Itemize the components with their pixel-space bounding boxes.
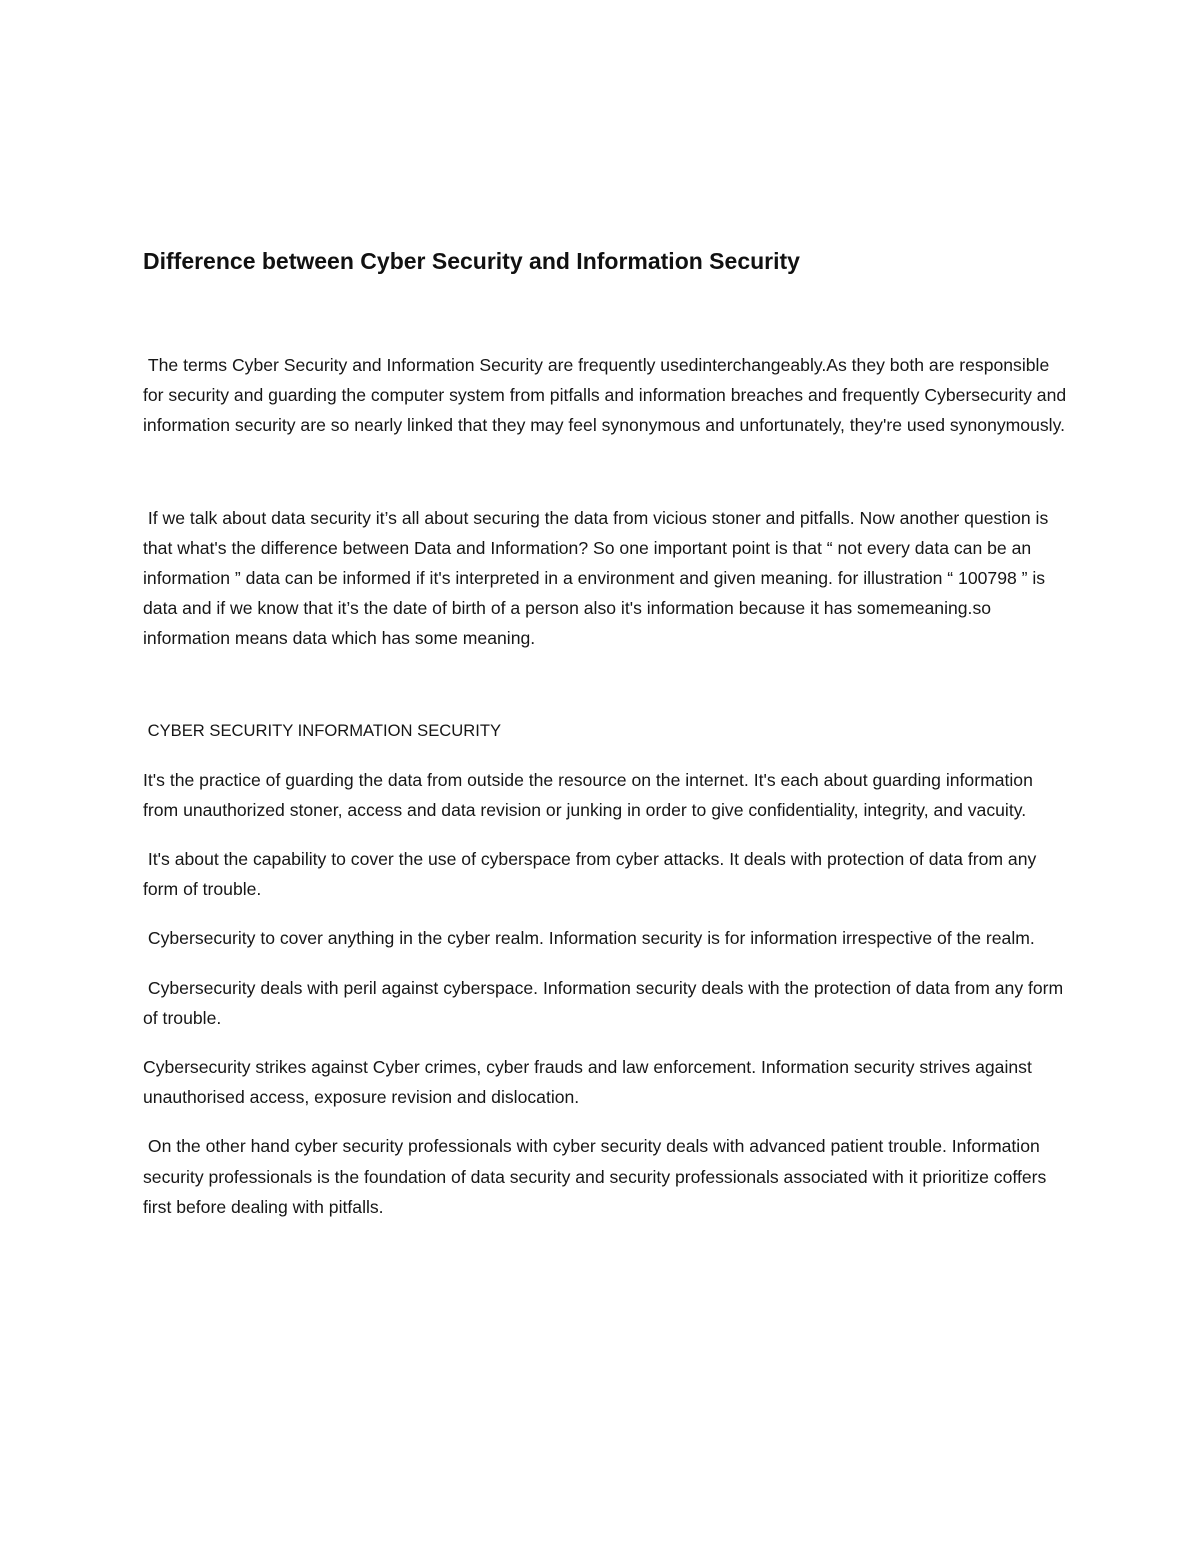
spacer (143, 278, 1068, 350)
document-body (143, 244, 1072, 1222)
comparison-point-3: Cybersecurity to cover anything in the cyber realm. Information security is for information irrespective of the realm. (143, 928, 1035, 949)
spacer (143, 654, 1068, 716)
spacer (143, 954, 1068, 973)
spacer (143, 441, 1068, 503)
comparison-heading: CYBER SECURITY INFORMATION SECURITY (143, 720, 502, 740)
comparison-point-5: Cybersecurity strikes against Cyber crimes, cyber frauds and law enforcement. Information security strives against unauthorised access, exposure revision and dislocation. (143, 1057, 1037, 1108)
intro-paragraph: The terms Cyber Security and Information Security are frequently usedinterchangeably.As they both are responsible for security and guarding the computer system from pitfalls and information breaches and frequently Cybersecurity and information security are so nearly linked that they may feel synonymous and unfortunately, they're used synonymously. (143, 355, 1072, 436)
comparison-point-1: It's the practice of guarding the data from outside the resource on the internet. It's each about guarding information from unauthorized stoner, access and data revision or junking in order to give confidentiality, integrity, and vacuity. (143, 769, 1038, 820)
document-title: Difference between Cyber Security and Information Security (143, 248, 800, 274)
spacer (143, 904, 1068, 923)
comparison-point-2: It's about the capability to cover the use of cyberspace from cyber attacks. It deals with protection of data from any form of trouble. (143, 849, 1042, 900)
comparison-point-6: On the other hand cyber security professionals with cyber security deals with advanced patient trouble. Information security professionals is the foundation of data security and security professionals associated with it prioritize coffers first before dealing with pitfalls. (143, 1136, 1052, 1217)
data-paragraph: If we talk about data security it’s all about securing the data from vicious stoner and pitfalls. Now another question is that what's the difference between Data and Information? So one important point is that “ not every data can be an information ” data can be informed if it's interpreted in a environment and given meaning. for illustration “ 100798 ” is data and if we know that it’s the date of birth of a person also it's information because it has somemeaning.so information means data which has some meaning. (143, 507, 1054, 649)
comparison-point-4: Cybersecurity deals with peril against cyberspace. Information security deals with the protection of data from any form of trouble. (143, 977, 1069, 1028)
spacer (143, 825, 1068, 844)
spacer (143, 746, 1068, 765)
spacer (143, 1033, 1068, 1052)
spacer (143, 1112, 1068, 1131)
